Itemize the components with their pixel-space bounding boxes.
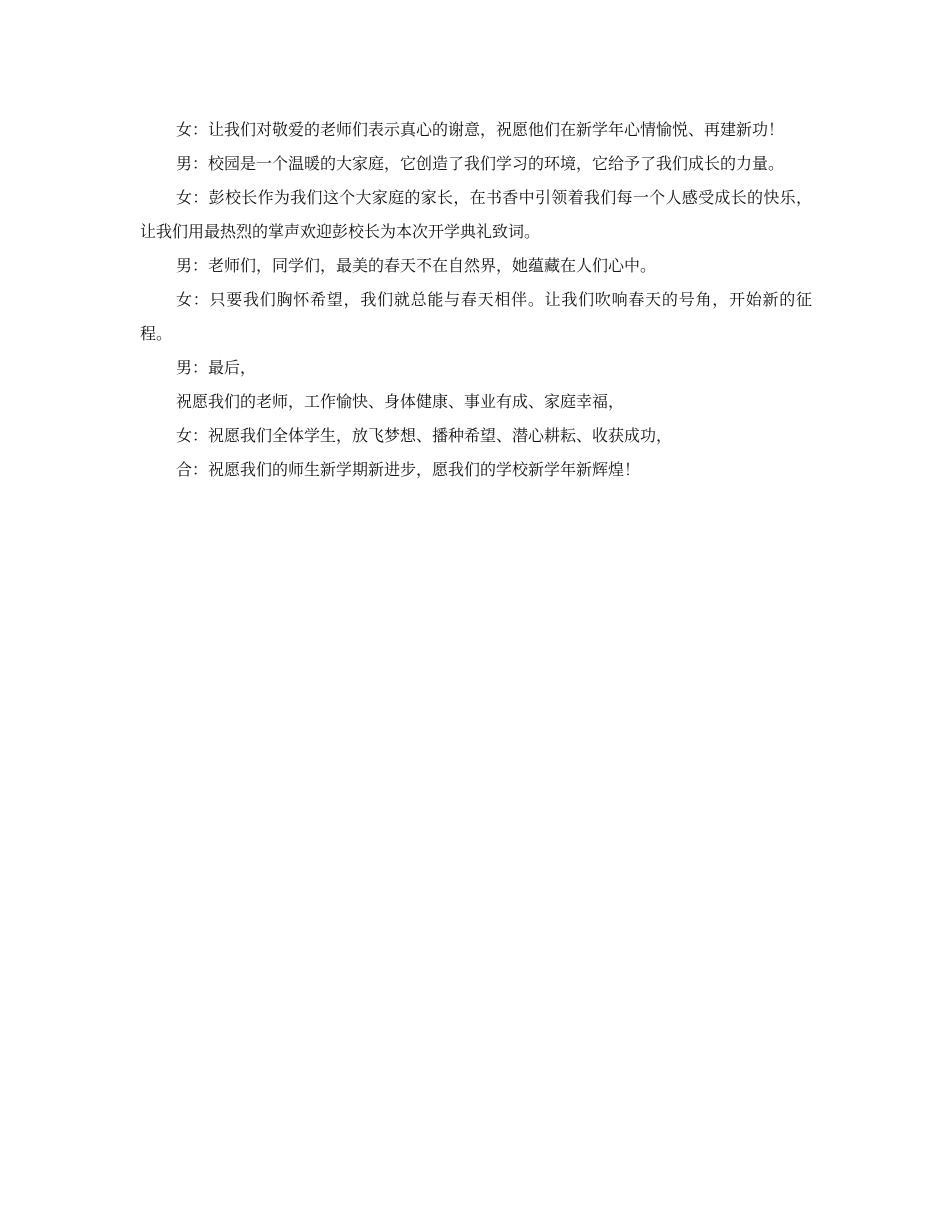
paragraph-7: 祝愿我们的老师，工作愉快、身体健康、事业有成、家庭幸福，	[176, 392, 625, 411]
paragraph-3: 女：彭校长作为我们这个大家庭的家长，在书香中引领着我们每一个人感受成长的快乐，让我们用最热烈的掌声欢迎彭校长为本次开学典礼致词。	[140, 188, 812, 241]
paragraph-4: 男：老师们，同学们，最美的春天不在自然界，她蕴藏在人们心中。	[176, 256, 657, 275]
paragraph-5: 女：只要我们胸怀希望，我们就总能与春天相伴。让我们吹响春天的号角，开始新的征程。	[140, 290, 812, 343]
paragraph-2: 男：校园是一个温暖的大家庭，它创造了我们学习的环境，它给予了我们成长的力量。	[176, 154, 785, 173]
paragraph-9: 合：祝愿我们的师生新学期新进步，愿我们的学校新学年新辉煌！	[176, 460, 641, 479]
document-body	[140, 113, 812, 487]
paragraph-6: 男：最后，	[176, 358, 257, 377]
paragraph-1: 女：让我们对敬爱的老师们表示真心的谢意，祝愿他们在新学年心情愉悦、再建新功！	[176, 120, 785, 139]
paragraph-8: 女：祝愿我们全体学生，放飞梦想、播种希望、潜心耕耘、收获成功，	[176, 426, 673, 445]
